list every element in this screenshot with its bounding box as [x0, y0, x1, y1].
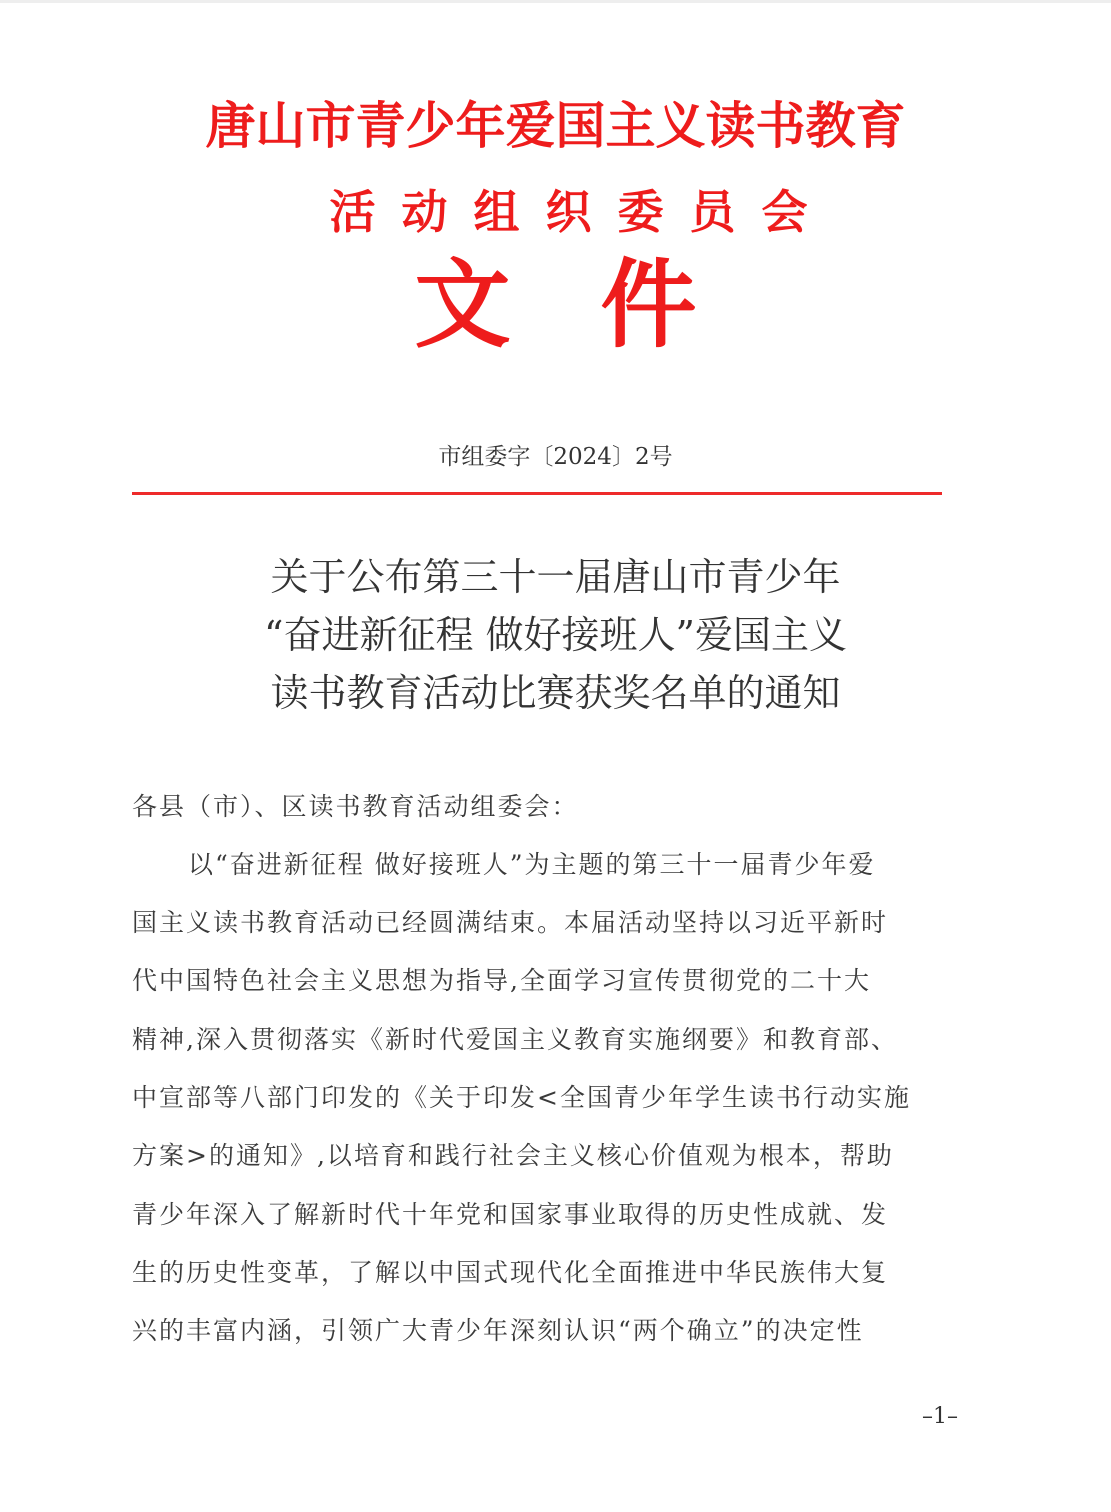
document-label-left: 文	[414, 248, 511, 361]
document-label	[0, 250, 1111, 360]
body-line: 兴的丰富内涵，引领广大青少年深刻认识“两个确立”的决定性	[132, 1316, 864, 1345]
document-label-right: 件	[600, 248, 697, 361]
body-line: 以“奋进新征程 做好接班人”为主题的第三十一届青少年爱	[188, 850, 876, 879]
body-line: 国主义读书教育活动已经圆满结束。本届活动坚持以习近平新时	[132, 908, 889, 937]
body-line: 精神,深入贯彻落实《新时代爱国主义教育实施纲要》和教育部、	[132, 1025, 898, 1054]
page-number: –1–	[922, 1404, 958, 1429]
notice-title-line-3: 读书教育活动比赛获奖名单的通知	[270, 671, 841, 715]
body-line: 中宣部等八部门印发的《关于印发<全国青少年学生读书行动实施	[132, 1083, 911, 1112]
body-line: 生的历史性变革，了解以中国式现代化全面推进中华民族伟大复	[132, 1258, 889, 1287]
issuer-name-line-1: 唐山市青少年爱国主义读书教育	[205, 96, 906, 155]
body-line: 代中国特色社会主义思想为指导,全面学习宣传贯彻党的二十大	[132, 966, 871, 995]
page-top-edge	[0, 0, 1111, 3]
document-number: 市组委字〔2024〕2号	[438, 444, 673, 470]
red-divider-line	[132, 492, 942, 495]
body-line: 方案>的通知》,以培育和践行社会主义核心价值观为根本，帮助	[132, 1141, 894, 1170]
notice-title-line-2: “奋进新征程 做好接班人”爱国主义	[264, 613, 847, 657]
notice-title-line-1: 关于公布第三十一届唐山市青少年	[270, 555, 841, 599]
issuer-name-line-2: 活动组织委员会	[329, 185, 834, 239]
salutation: 各县（市）、区读书教育活动组委会：	[132, 792, 579, 821]
body-line: 青少年深入了解新时代十年党和国家事业取得的历史性成就、发	[132, 1200, 889, 1229]
